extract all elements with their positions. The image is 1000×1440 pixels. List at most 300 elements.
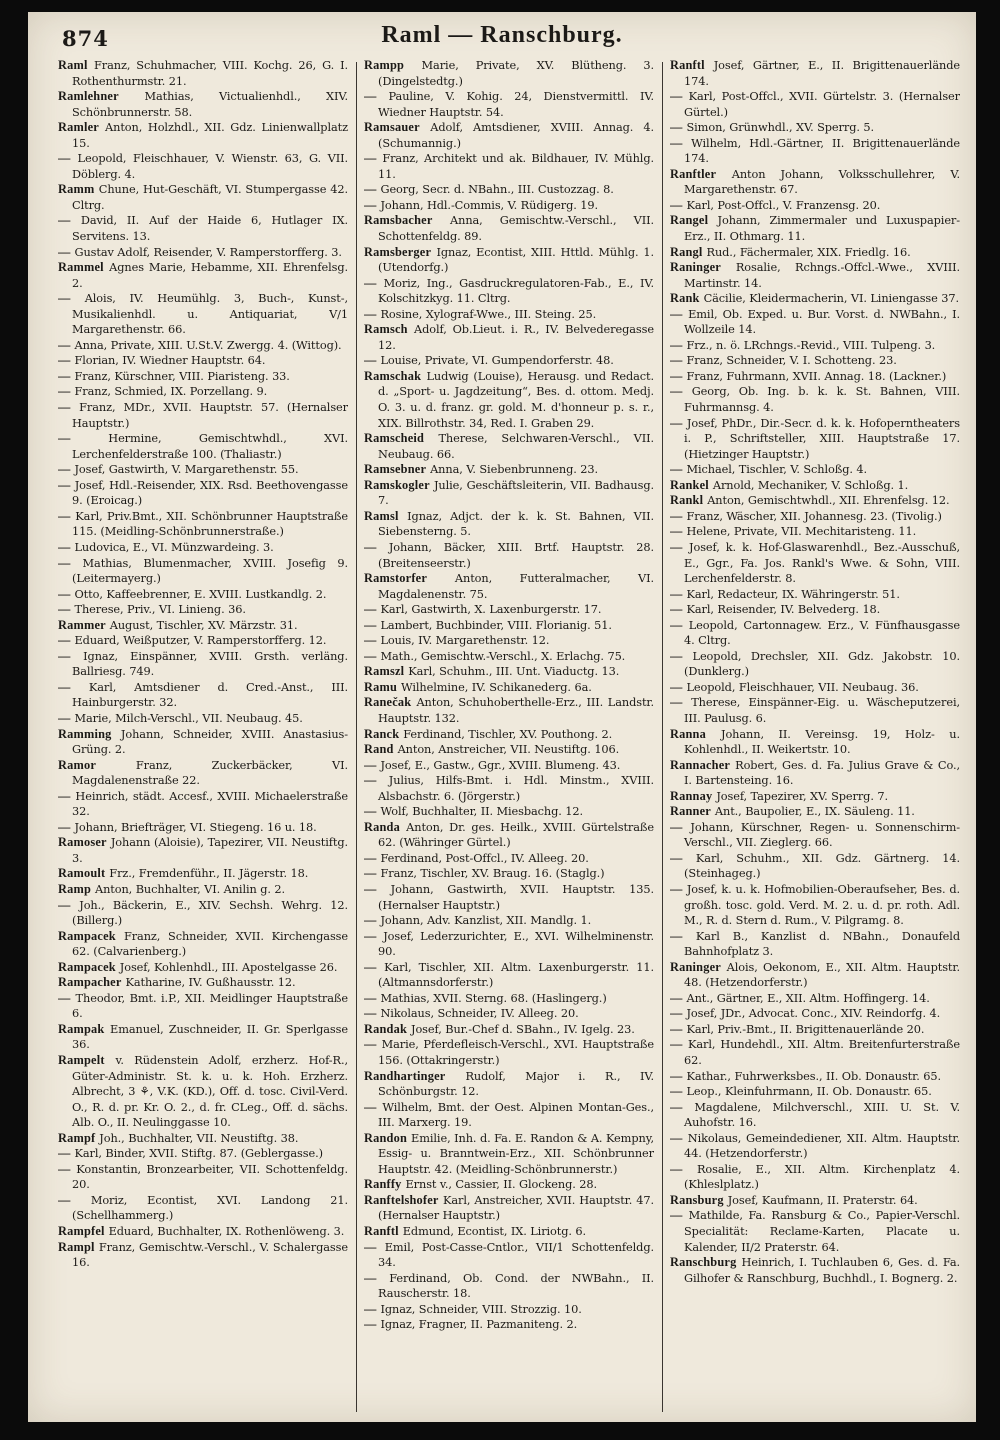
directory-entry <box>364 120 654 151</box>
entry-name: — <box>670 695 683 710</box>
directory-entry <box>58 789 348 820</box>
entry-name: — <box>670 462 683 477</box>
entry-name: — <box>364 913 377 928</box>
entry-name: — <box>58 291 71 306</box>
entry-name: Ranftl <box>670 58 705 72</box>
directory-entry <box>670 540 960 587</box>
entry-name: — <box>58 710 71 725</box>
entry-name: Rankl <box>670 493 704 508</box>
entry-name: Rankel <box>670 477 709 492</box>
entry-details: Anton, Anstreicher, VII. Neustiftg. 106. <box>397 742 620 757</box>
directory-entry <box>58 866 348 882</box>
entry-details: Josef, Gastwirth, V. Margarethenstr. 55. <box>74 462 299 477</box>
entry-details: Franz, Zuckerbäcker, VI. Magdalenenstraße 22. <box>72 757 348 788</box>
entry-details: Anton, Schuhoberthelle-Erz., III. Landstr. Hauptstr. 132. <box>378 695 654 725</box>
entry-details: Therese, Einspänner-Eig. u. Wäscheputzerei, III. Paulusg. 6. <box>684 695 960 725</box>
directory-entry <box>364 1302 654 1318</box>
directory-entry <box>364 462 654 478</box>
entry-name: Rank <box>670 291 700 306</box>
entry-name: — <box>670 928 683 943</box>
entry-details: Karl, Anstreicher, XVII. Hauptstr. 47. (Hernalser Hauptstr.) <box>378 1192 654 1223</box>
entry-name: — <box>670 1130 683 1145</box>
directory-entry <box>670 89 960 120</box>
entry-name: — <box>670 586 683 601</box>
directory-entry <box>58 431 348 462</box>
entry-details: Pauline, V. Kohig. 24, Dienstvermittl. IV. Wiedner Hauptstr. 54. <box>378 89 654 119</box>
entry-details: Franz, MDr., XVII. Hauptstr. 57. (Hernalser Hauptstr.) <box>72 400 348 430</box>
entry-details: Leopold, Cartonnagew. Erz., V. Fünfhausgasse 4. Cltrg. <box>684 617 960 648</box>
entry-name: Rampak <box>58 1021 105 1036</box>
entry-details: Karl, Priv.Bmt., XII. Schönbrunner Hauptstraße 115. (Meidling-Schönbrunnerstraße.) <box>72 508 348 539</box>
directory-entry <box>670 618 960 649</box>
directory-entry <box>670 1193 960 1209</box>
entry-name: Rampacher <box>58 975 122 990</box>
directory-entry <box>58 1053 348 1131</box>
running-head: Raml — Ranschburg. <box>381 22 623 48</box>
page-header <box>28 12 976 56</box>
directory-entry <box>58 602 348 618</box>
entry-details: Karl, Priv.-Bmt., II. Brigittenauerlände 20. <box>686 1021 925 1036</box>
entry-details: Emilie, Inh. d. Fa. E. Randon & A. Kempny, Essig- u. Branntwein-Erz., XII. Schönbrunner Hauptstr. 42. (Meidling-Schönbrunnerstr.) <box>378 1130 654 1176</box>
entry-details: Johann, Briefträger, VI. Stiegeng. 16 u. 18. <box>74 819 317 834</box>
entry-details: Rosine, Xylograf-Wwe., III. Steing. 25. <box>380 306 597 321</box>
entry-details: Julius, Hilfs-Bmt. i. Hdl. Minstm., XVIII. Alsbachstr. 6. (Jörgerstr.) <box>378 773 654 803</box>
entry-details: Magdalene, Milchverschl., XIII. U. St. V. Auhofstr. 16. <box>684 1099 960 1130</box>
entry-details: Josef, Gärtner, E., II. Brigittenauerlände 174. <box>684 58 960 88</box>
entry-details: Ferdinand, Post-Offcl., IV. Alleeg. 20. <box>380 850 589 865</box>
entry-details: Ferdinand, Ob. Cond. der NWBahn., II. Rauscherstr. 18. <box>378 1270 654 1301</box>
entry-name: — <box>670 1161 683 1176</box>
directory-entry <box>58 835 348 866</box>
directory-entry <box>364 680 654 696</box>
directory-entry <box>58 338 348 354</box>
directory-entry <box>364 353 654 369</box>
column-divider <box>356 62 357 1412</box>
directory-entry <box>58 711 348 727</box>
directory-entry <box>58 384 348 400</box>
entry-name: — <box>670 617 683 632</box>
entry-name: — <box>58 633 71 648</box>
directory-page <box>28 12 976 1422</box>
directory-entry <box>364 649 654 665</box>
entry-details: Edmund, Econtist, IX. Liriotg. 6. <box>402 1224 587 1239</box>
directory-entry <box>364 478 654 509</box>
directory-entry <box>364 431 654 462</box>
directory-entry <box>364 820 654 851</box>
entry-details: Karl, Schuhm., XII. Gdz. Gärtnerg. 14. (Steinhageg.) <box>684 850 960 881</box>
entry-details: Ignaz, Schneider, VIII. Strozzig. 10. <box>380 1301 582 1316</box>
directory-entry <box>364 89 654 120</box>
entry-name: — <box>364 1006 377 1021</box>
entry-name: Ranftelshofer <box>364 1192 439 1207</box>
entry-details: Rosalie, Rchngs.-Offcl.-Wwe., XVIII. Martinstr. 14. <box>684 260 960 290</box>
directory-entry <box>58 633 348 649</box>
entry-details: Theodor, Bmt. i.P., XII. Meidlinger Hauptstraße 6. <box>72 990 348 1021</box>
directory-entry <box>58 680 348 711</box>
directory-entry <box>364 960 654 991</box>
directory-entry <box>58 758 348 789</box>
entry-name: — <box>670 819 683 834</box>
entry-details: v. Rüdenstein Adolf, erzherz. Hof-R., Güter-Administr. St. k. u. k. Hoh. Erzherz. Albrecht, 3 ⚘, V.K. (KD.), Off. d. tosc. Civil-Verd. O., R. d. pr. Kr. O. 2., d. fr. CLeg., Off. d. sächs. Alb. O., II. Neulinggasse 10. <box>72 1053 348 1130</box>
entry-details: Johann, Adv. Kanzlist, XII. Mandlg. 1. <box>380 913 592 928</box>
directory-entry <box>58 1240 348 1271</box>
entry-name: — <box>364 1270 377 1285</box>
directory-entry <box>670 695 960 726</box>
entry-name: — <box>58 462 71 477</box>
directory-entry <box>58 820 348 836</box>
entry-name: — <box>58 431 71 446</box>
entry-name: — <box>364 1099 377 1114</box>
entry-name: Ramlehner <box>58 89 119 104</box>
directory-entry <box>58 213 348 244</box>
entry-details: Karl, Reisender, IV. Belvederg. 18. <box>686 602 881 617</box>
entry-name: Ranna <box>670 726 706 741</box>
entry-details: Ignaz, Fragner, II. Pazmaniteng. 2. <box>380 1317 578 1332</box>
directory-entry <box>58 975 348 991</box>
entry-details: Franz, Fuhrmann, XVII. Annag. 18. (Lackner.) <box>686 368 947 383</box>
directory-entry <box>364 1317 654 1333</box>
entry-details: Rud., Fächermaler, XIX. Friedlg. 16. <box>706 244 911 259</box>
entry-details: Ignaz, Econtist, XIII. Httld. Mühlg. 1. (Utendorfg.) <box>378 244 654 275</box>
entry-details: Otto, Kaffeebrenner, E. XVIII. Lustkandlg. 2. <box>74 586 327 601</box>
directory-entry <box>670 1037 960 1068</box>
entry-details: Marie, Pferdefleisch-Verschl., XVI. Hauptstraße 156. (Ottakringerstr.) <box>378 1037 654 1067</box>
entry-name: — <box>58 151 71 166</box>
entry-details: Franz, Schneider, V. I. Schotteng. 23. <box>686 353 897 368</box>
entry-name: Ranck <box>364 726 400 741</box>
entry-name: — <box>58 897 71 912</box>
entry-name: — <box>364 602 377 617</box>
entry-details: Frz., n. ö. LRchngs.-Revid., VIII. Tulpeng. 3. <box>686 337 936 352</box>
directory-entry <box>364 213 654 244</box>
entry-name: Ramsauer <box>364 120 420 135</box>
entry-name: Rampp <box>364 58 405 72</box>
entry-name: — <box>58 400 71 415</box>
directory-entry <box>364 913 654 929</box>
directory-entry <box>364 307 654 323</box>
directory-entry <box>670 167 960 198</box>
entry-name: Ramm <box>58 182 95 197</box>
entry-name: Rammel <box>58 260 104 275</box>
entry-details: Joh., Buchhalter, VII. Neustiftg. 38. <box>99 1130 299 1145</box>
directory-entry <box>58 151 348 182</box>
entry-name: — <box>670 306 683 321</box>
directory-entry <box>670 120 960 136</box>
directory-entry <box>58 509 348 540</box>
entry-name: — <box>58 586 71 601</box>
directory-entry <box>670 509 960 525</box>
directory-entry <box>364 773 654 804</box>
directory-entry <box>364 1006 654 1022</box>
entry-name: — <box>58 1146 71 1161</box>
entry-details: Josef, JDr., Advocat. Conc., XIV. Reindorfg. 4. <box>686 1006 941 1021</box>
directory-entry <box>670 462 960 478</box>
entry-details: Karl, Tischler, XII. Altm. Laxenburgerstr. 11. (Altmannsdorferstr.) <box>378 959 654 990</box>
entry-details: Franz, Schuhmacher, VIII. Kochg. 26, G. I. Rothenthurmstr. 21. <box>72 58 348 88</box>
directory-entry <box>670 260 960 291</box>
entry-details: Adolf, Ob.Lieut. i. R., IV. Belvederegasse 12. <box>378 322 654 352</box>
directory-entry <box>58 540 348 556</box>
directory-entry <box>670 58 960 89</box>
entry-name: — <box>364 539 377 554</box>
directory-entry <box>670 649 960 680</box>
entry-details: Ant., Baupolier, E., IX. Säuleng. 11. <box>714 804 915 819</box>
directory-entry <box>58 462 348 478</box>
entry-name: Ranffy <box>364 1177 402 1192</box>
directory-entry <box>364 1037 654 1068</box>
entry-details: Alois, IV. Heumühlg. 3, Buch-, Kunst-, Musikalienhdl. u. Antiquariat, V/1 Margarethenstr. 66. <box>72 291 348 337</box>
entry-name: Ramsl <box>364 508 399 523</box>
directory-entry <box>58 89 348 120</box>
entry-details: Ignaz, Einspänner, XVIII. Grsth. verläng. Ballriesg. 749. <box>72 648 348 679</box>
entry-name: — <box>58 819 71 834</box>
entry-name: — <box>364 182 377 197</box>
entry-details: Julie, Geschäftsleiterin, VII. Badhausg. 7. <box>378 477 654 508</box>
directory-entry <box>670 1100 960 1131</box>
directory-entry <box>670 416 960 463</box>
entry-details: Anna, V. Siebenbrunneng. 23. <box>430 462 599 477</box>
entry-name: — <box>364 89 377 104</box>
entry-name: Ramszl <box>364 664 405 679</box>
entry-name: — <box>58 213 71 228</box>
directory-entry <box>670 353 960 369</box>
entry-name: — <box>670 539 683 554</box>
entry-details: Agnes Marie, Hebamme, XII. Ehrenfelsg. 2. <box>72 260 348 290</box>
directory-entry <box>58 260 348 291</box>
entry-name: Randhartinger <box>364 1068 446 1083</box>
directory-entry <box>670 245 960 261</box>
entry-details: Franz, Architekt und ak. Bildhauer, IV. Mühlg. 11. <box>378 151 654 181</box>
directory-entry <box>670 727 960 758</box>
entry-details: Rosalie, E., XII. Altm. Kirchenplatz 4. (Khleslplatz.) <box>684 1161 960 1192</box>
directory-entry <box>58 960 348 976</box>
entry-details: Adolf, Amtsdiener, XVIII. Annag. 4. (Schumannig.) <box>378 120 654 150</box>
directory-entry <box>58 929 348 960</box>
entry-details: Ant., Gärtner, E., XII. Altm. Hoffingerg. 14. <box>686 990 930 1005</box>
entry-details: Math., Gemischtw.-Verschl., X. Erlachg. 75. <box>380 648 626 663</box>
entry-name: — <box>670 1208 683 1223</box>
entry-name: — <box>364 990 377 1005</box>
directory-entry <box>58 120 348 151</box>
directory-entry <box>670 929 960 960</box>
entry-details: Georg, Secr. d. NBahn., III. Custozzag. 8. <box>380 182 614 197</box>
directory-entry <box>670 602 960 618</box>
directory-entry <box>58 1162 348 1193</box>
entry-details: Karl, Post-Offcl., XVII. Gürtelstr. 3. (Hernalser Gürtel.) <box>684 89 960 119</box>
entry-name: — <box>58 648 71 663</box>
entry-name: Randon <box>364 1130 408 1145</box>
entry-details: Mathilde, Fa. Ransburg & Co., Papier-Verschl. Specialität: Reclame-Karten, Placate u. Kalender, II/2 Praterstr. 64. <box>684 1208 960 1254</box>
entry-name: — <box>670 353 683 368</box>
directory-entry <box>58 727 348 758</box>
directory-entry <box>364 1100 654 1131</box>
entry-details: Eduard, Weißputzer, V. Ramperstorfferg. 12. <box>74 633 327 648</box>
entry-details: Karl, Amtsdiener d. Cred.-Anst., III. Hainburgerstr. 32. <box>72 679 348 710</box>
entry-details: Moriz, Econtist, XVI. Landong 21. (Schellhammerg.) <box>72 1192 348 1223</box>
entry-details: Michael, Tischler, V. Schloßg. 4. <box>686 462 867 477</box>
directory-column-1 <box>58 58 348 1418</box>
directory-entry <box>364 1022 654 1038</box>
directory-entry <box>670 789 960 805</box>
entry-name: — <box>670 881 683 896</box>
entry-details: Anton, Futteralmacher, VI. Magdalenenstr. 75. <box>378 571 654 601</box>
entry-details: Eduard, Buchhalter, IX. Rothenlöweng. 3. <box>108 1224 345 1239</box>
entry-details: Wilhelmine, IV. Schikanederg. 6a. <box>400 679 592 694</box>
entry-details: Johann, Schneider, XVIII. Anastasius-Grüng. 2. <box>72 726 348 757</box>
directory-entry <box>364 1240 654 1271</box>
entry-name: Ramsebner <box>364 462 427 477</box>
entry-details: Franz, Wäscher, XII. Johannesg. 23. (Tivolig.) <box>686 508 942 523</box>
entry-name: Ramoser <box>58 835 107 850</box>
directory-entry <box>364 633 654 649</box>
entry-details: Emil, Post-Casse-Cntlor., VII/1 Schottenfeldg. 34. <box>378 1239 654 1270</box>
entry-details: Josef, E., Gastw., Ggr., XVIII. Blumeng. 43. <box>380 757 621 772</box>
entry-details: Karl, Binder, XVII. Stiftg. 87. (Geblergasse.) <box>74 1146 323 1161</box>
entry-details: Kathar., Fuhrwerksbes., II. Ob. Donaustr. 65. <box>686 1068 941 1083</box>
directory-entry <box>58 369 348 385</box>
entry-details: Robert, Ges. d. Fa. Julius Grave & Co., I. Bartensteing. 16. <box>684 757 960 788</box>
entry-details: Wolf, Buchhalter, II. Miesbachg. 12. <box>380 804 584 819</box>
entry-details: Josef, Bur.-Chef d. SBahn., IV. Igelg. 23. <box>411 1021 635 1036</box>
entry-details: Helene, Private, VII. Mechitaristeng. 11. <box>686 524 917 539</box>
entry-name: — <box>670 415 683 430</box>
entry-details: Leopold, Fleischhauer, VII. Neubaug. 36. <box>686 679 919 694</box>
entry-details: Anton, Gemischtwhdl., XII. Ehrenfelsg. 12. <box>707 493 950 508</box>
entry-name: Rampf <box>58 1130 96 1145</box>
directory-entry <box>364 571 654 602</box>
directory-entry <box>58 291 348 338</box>
entry-details: Frz., Fremdenführ., II. Jägerstr. 18. <box>109 866 309 881</box>
directory-entry <box>364 742 654 758</box>
entry-details: Leopold, Fleischhauer, V. Wienstr. 63, G. VII. Döblerg. 4. <box>72 151 348 181</box>
directory-entry <box>670 1084 960 1100</box>
directory-entry <box>670 493 960 509</box>
entry-details: Florian, IV. Wiedner Hauptstr. 64. <box>74 353 266 368</box>
entry-name: — <box>670 120 683 135</box>
entry-name: — <box>670 197 683 212</box>
entry-name: Ransburg <box>670 1192 724 1207</box>
entry-name: Rand <box>364 742 394 757</box>
entry-name: — <box>670 1099 683 1114</box>
directory-entry <box>364 182 654 198</box>
entry-name: — <box>670 384 683 399</box>
entry-name: Raninger <box>670 260 721 275</box>
entry-name: — <box>364 1317 377 1332</box>
entry-details: Hermine, Gemischtwhdl., XVI. Lerchenfelderstraße 100. (Thaliastr.) <box>72 431 348 461</box>
entry-name: — <box>58 555 71 570</box>
entry-details: Anna, Gemischtw.-Verschl., VII. Schottenfeldg. 89. <box>378 213 654 244</box>
entry-name: Ramschak <box>364 368 422 383</box>
directory-entry <box>670 1069 960 1085</box>
entry-details: Mathias, XVII. Sterng. 68. (Haslingerg.) <box>380 990 607 1005</box>
directory-entry <box>58 991 348 1022</box>
entry-details: Heinrich, I. Tuchlauben 6, Ges. d. Fa. Gilhofer & Ranschburg, Buchhdl., I. Bognerg. 2. <box>684 1255 960 1285</box>
entry-details: Mathias, Victualienhdl., XIV. Schönbrunnerstr. 58. <box>72 89 348 119</box>
directory-entry <box>670 338 960 354</box>
entry-details: Simon, Grünwhdl., XV. Sperrg. 5. <box>686 120 874 135</box>
entry-details: Louise, Private, VI. Gumpendorferstr. 48. <box>380 353 614 368</box>
directory-entry <box>58 1131 348 1147</box>
directory-entry <box>58 1022 348 1053</box>
directory-entry <box>670 820 960 851</box>
directory-entry <box>364 866 654 882</box>
entry-name: Ramp <box>58 881 92 896</box>
entry-details: Georg, Ob. Ing. b. k. k. St. Bahnen, VIII. Fuhrmannsg. 4. <box>684 384 960 415</box>
entry-name: — <box>58 1192 71 1207</box>
entry-name: Ramu <box>364 679 398 694</box>
directory-entry <box>364 245 654 276</box>
directory-column-2 <box>364 58 654 1418</box>
directory-entry <box>670 1022 960 1038</box>
directory-entry <box>58 400 348 431</box>
entry-details: Anton, Dr. ges. Heilk., XVIII. Gürtelstraße 62. (Währinger Gürtel.) <box>378 819 654 850</box>
entry-details: Josef, Kohlenhdl., III. Apostelgasse 26. <box>119 959 338 974</box>
entry-name: Rangel <box>670 213 709 228</box>
entry-details: Cäcilie, Kleidermacherin, VI. Liniengasse 37. <box>703 291 959 306</box>
entry-name: — <box>670 602 683 617</box>
directory-entry <box>364 882 654 913</box>
entry-details: Emanuel, Zuschneider, II. Gr. Sperlgasse 36. <box>72 1021 348 1052</box>
directory-column-3 <box>670 58 960 1418</box>
directory-entry <box>670 758 960 789</box>
entry-details: Karl, Hundehdl., XII. Altm. Breitenfurterstraße 62. <box>684 1037 960 1067</box>
entry-name: — <box>670 1084 683 1099</box>
entry-name: Rampacek <box>58 928 116 943</box>
entry-name: Ramscheid <box>364 431 425 446</box>
entry-details: Lambert, Buchbinder, VIII. Florianig. 51. <box>380 617 612 632</box>
directory-entry <box>364 1193 654 1224</box>
entry-details: Johann, Bäcker, XIII. Brtf. Hauptstr. 28. (Breitenseerstr.) <box>378 539 654 570</box>
directory-entry <box>364 602 654 618</box>
entry-details: Moriz, Ing., Gasdruckregulatoren-Fab., E., IV. Kolschitzkyg. 11. Cltrg. <box>378 275 654 306</box>
directory-entry <box>58 587 348 603</box>
entry-details: Ludovica, E., VI. Münzwardeing. 3. <box>74 539 274 554</box>
entry-name: — <box>670 508 683 523</box>
entry-details: Franz, Kürschner, VIII. Piaristeng. 33. <box>74 368 290 383</box>
entry-name: Ramstorfer <box>364 571 428 586</box>
entry-name: — <box>364 197 377 212</box>
entry-details: Therese, Selchwaren-Verschl., VII. Neubaug. 66. <box>378 431 654 461</box>
directory-entry <box>58 58 348 89</box>
entry-details: Mathias, Blumenmacher, XVIII. Josefig 9. (Leitermayerg.) <box>72 555 348 586</box>
directory-entry <box>58 353 348 369</box>
directory-entry <box>670 524 960 540</box>
entry-name: Ramoult <box>58 866 106 881</box>
directory-entry <box>364 276 654 307</box>
entry-name: Rangl <box>670 244 703 259</box>
directory-entry <box>670 1131 960 1162</box>
directory-entry <box>364 929 654 960</box>
entry-details: Arnold, Mechaniker, V. Schloßg. 1. <box>712 477 909 492</box>
entry-name: — <box>670 337 683 352</box>
entry-name: — <box>364 151 377 166</box>
entry-details: Leop., Kleinfuhrmann, II. Ob. Donaustr. 65. <box>686 1084 932 1099</box>
entry-name: Ramler <box>58 120 99 135</box>
entry-name: Rampl <box>58 1239 95 1254</box>
directory-entry <box>364 1224 654 1240</box>
entry-details: Marie, Private, XV. Blütheng. 3. (Dingelstedtg.) <box>378 58 654 88</box>
entry-name: — <box>364 866 377 881</box>
entry-name: — <box>364 1301 377 1316</box>
entry-name: — <box>364 633 377 648</box>
directory-entry <box>364 1131 654 1178</box>
directory-entry <box>58 182 348 213</box>
entry-name: — <box>58 990 71 1005</box>
entry-details: Ferdinand, Tischler, XV. Pouthong. 2. <box>403 726 613 741</box>
directory-entry <box>58 1224 348 1240</box>
entry-name: Ramsch <box>364 322 408 337</box>
entry-name: — <box>670 990 683 1005</box>
